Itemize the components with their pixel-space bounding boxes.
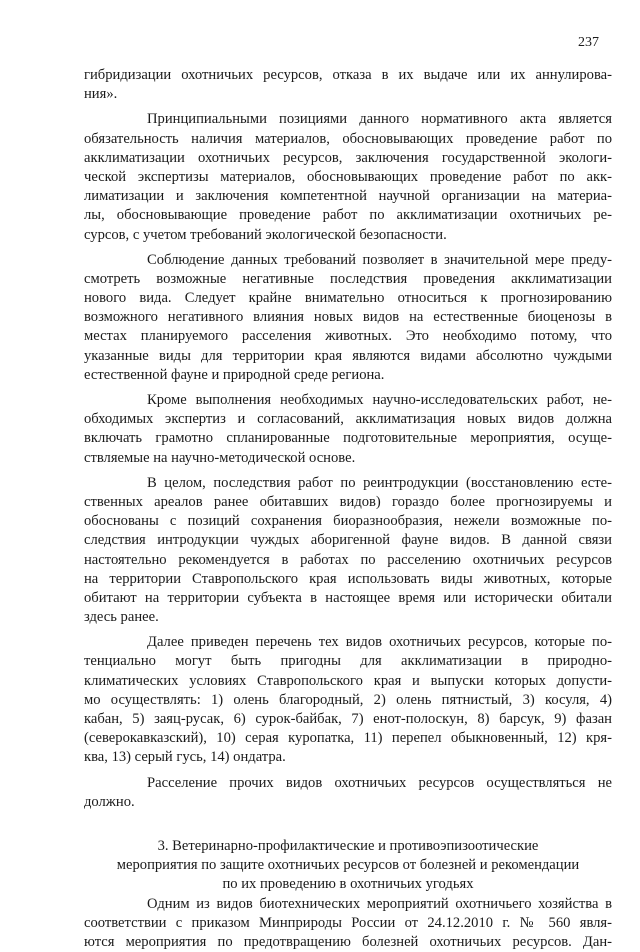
text-line: Соблюдение данных требований позволяет в значительной мере преду- xyxy=(84,251,612,270)
text-line: соответствии с приказом Минприроды России от 24.12.2010 г. № 560 явля- xyxy=(84,914,612,933)
text-line: на территории Ставропольского края использовать виды животных, которые xyxy=(84,570,612,589)
paragraph-other-species xyxy=(84,774,612,812)
text-line: лы, обосновывающие проведение работ по акклиматизации охотничьих ре- xyxy=(84,206,612,225)
paragraph-biotechnical xyxy=(84,895,612,952)
text-line: обязательность наличия материалов, обосновывающих проведение работ по xyxy=(84,130,612,149)
text-line: ствляемые на научно-методической основе. xyxy=(84,449,612,468)
text-line: нового вида. Следует крайне внимательно относиться к прогнозированию xyxy=(84,289,612,308)
text-line: гибридизации охотничьих ресурсов, отказа в их выдаче или их аннулирова- xyxy=(84,66,612,85)
text-line: В целом, последствия работ по реинтродукции (восстановлению есте- xyxy=(84,474,612,493)
text-line: должно. xyxy=(84,793,612,812)
text-line: ческой экспертизы материалов, обосновывающих проведение работ по акк- xyxy=(84,168,612,187)
page-number: 237 xyxy=(578,34,599,52)
text-line: Одним из видов биотехнических мероприятий охотничьего хозяйства в xyxy=(84,895,612,914)
text-line: смотреть возможные негативные последствия проведения акклиматизации xyxy=(84,270,612,289)
text-line: Принципиальными позициями данного нормативного акта является xyxy=(84,110,612,129)
paragraph-species-list xyxy=(84,633,612,767)
text-line: здесь ранее. xyxy=(84,608,612,627)
text-line: тенциально могут быть пригодны для акклиматизации в природно- xyxy=(84,652,612,671)
text-line: климатических условиях Ставропольского края и выпуски которых допусти- xyxy=(84,672,612,691)
paragraph-principles xyxy=(84,110,612,244)
paragraph-continuation xyxy=(84,66,612,104)
text-line: обитают на территории субъекта в настоящее время или исторически обитали xyxy=(84,589,612,608)
text-line: возможного негативного влияния новых видов на естественные биоценозы в xyxy=(84,308,612,327)
text-line: местах планируемого расселения животных. Это необходимо потому, что xyxy=(84,327,612,346)
text-line: Далее приведен перечень тех видов охотничьих ресурсов, которые по- xyxy=(84,633,612,652)
text-line: ква, 13) серый гусь, 14) ондатра. xyxy=(84,748,612,767)
text-line: лиматизации и заключения компетентной научной организации на материа- xyxy=(84,187,612,206)
heading-line: мероприятия по защите охотничьих ресурсов от болезней и рекомендации xyxy=(84,856,612,875)
text-line: (северокавказский), 10) серая куропатка, 11) перепел обыкновенный, 12) кря- xyxy=(84,729,612,748)
page-body xyxy=(84,66,612,952)
text-line: обходимых экспертиз и согласований, акклиматизация новых видов должна xyxy=(84,410,612,429)
text-line: акклиматизации охотничьих ресурсов, заключения государственной экологи- xyxy=(84,149,612,168)
text-line: ются мероприятия по предотвращению болезней охотничьих ресурсов. Дан- xyxy=(84,933,612,952)
section-heading xyxy=(84,837,612,895)
text-line: Кроме выполнения необходимых научно-исследовательских работ, не- xyxy=(84,391,612,410)
text-line: включать грамотно спланированные подготовительные мероприятия, осуще- xyxy=(84,429,612,448)
paragraph-preparation xyxy=(84,391,612,468)
text-line: указанные виды для территории края являются видами абсолютно чуждыми xyxy=(84,347,612,366)
heading-line: по их проведению в охотничьих угодьях xyxy=(84,875,612,894)
text-line: ния». xyxy=(84,85,612,104)
text-line: настоятельно рекомендуется в работах по расселению охотничьих ресурсов xyxy=(84,551,612,570)
text-line: обоснованы с позиций сохранения биоразнообразия, нежели возможные по- xyxy=(84,512,612,531)
paragraph-compliance xyxy=(84,251,612,385)
text-line: мо осуществлять: 1) олень благородный, 2) олень пятнистый, 3) косуля, 4) xyxy=(84,691,612,710)
text-line: естественной фауне и природной среде региона. xyxy=(84,366,612,385)
text-line: Расселение прочих видов охотничьих ресурсов осуществляться не xyxy=(84,774,612,793)
paragraph-reintroduction xyxy=(84,474,612,628)
text-line: следствия интродукции чуждых аборигенной фауне видов. В данной связи xyxy=(84,531,612,550)
text-line: ственных ареалов ранее обитавших видов) гораздо более прогнозируемы и xyxy=(84,493,612,512)
text-line: кабан, 5) заяц-русак, 6) сурок-байбак, 7) енот-полоскун, 8) барсук, 9) фазан xyxy=(84,710,612,729)
heading-line: 3. Ветеринарно-профилактические и противоэпизоотические xyxy=(84,837,612,856)
text-line: сурсов, с учетом требований экологической безопасности. xyxy=(84,226,612,245)
